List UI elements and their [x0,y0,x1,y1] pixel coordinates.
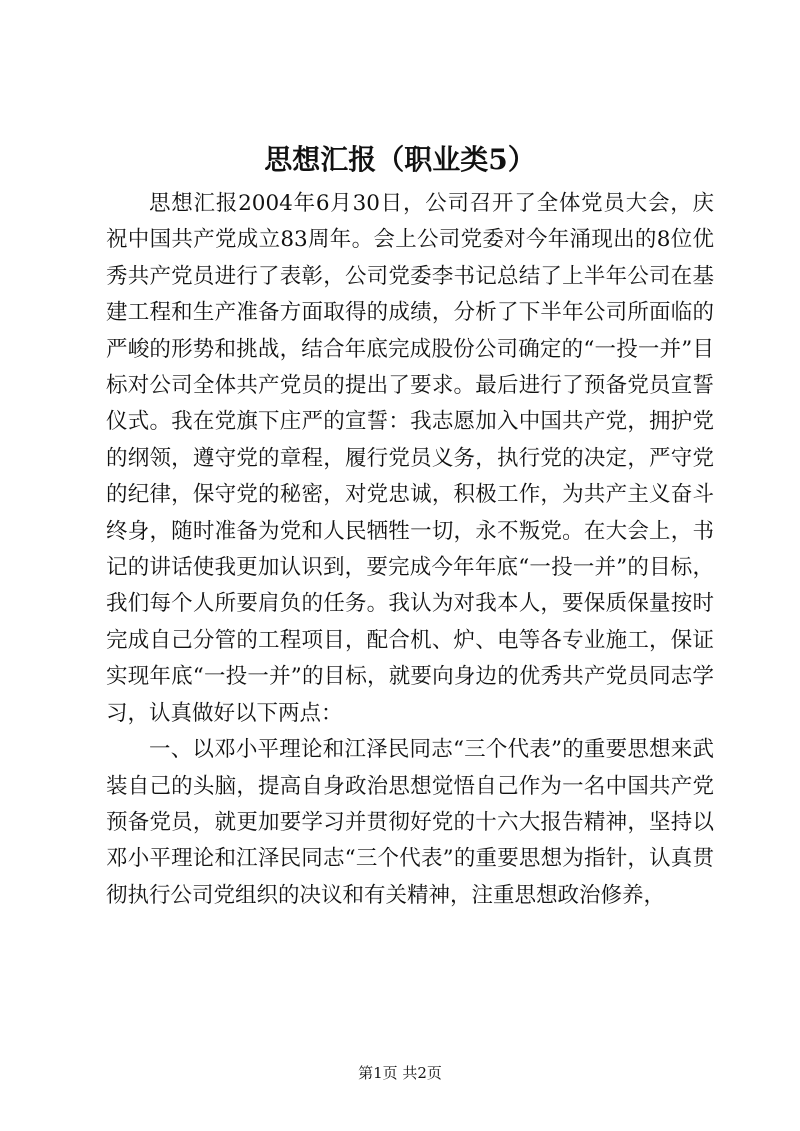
paragraph-2: 一、以邓小平理论和江泽民同志“三个代表”的重要思想来武装自己的头脑，提高自身政治思想觉悟自己作为一名中国共产党预备党员，就更加要学习并贯彻好党的十六大报告精神，坚持以邓小平理论和江泽民同志“三个代表”的重要思想为指针，认真贯彻执行公司党组织的决议和有关精神，注重思想政治修养， [106,737,714,908]
page-footer: 第1页 共2页 [358,1064,442,1082]
document-title: 思想汇报（职业类5） [264,143,536,176]
paragraph-1: 思想汇报2004年6月30日，公司召开了全体党员大会，庆祝中国共产党成立83周年。会上公司党委对今年涌现出的8位优秀共产党员进行了表彰，公司党委李书记总结了上半年公司在基建工程和生产准备方面取得的成绩，分析了下半年公司所面临的严峻的形势和挑战，结合年底完成股份公司确定的“一投一并”目标对公司全体共产党员的提出了要求。最后进行了预备党员宣誓仪式。我在党旗下庄严的宣誓：我志愿加入中国共产党，拥护党的纲领，遵守党的章程，履行党员义务，执行党的决定，严守党的纪律，保守党的秘密，对党忠诚，积极工作，为共产主义奋斗终身，随时准备为党和人民牺牲一切，永不叛党。在大会上，书记的讲话使我更加认识到，要完成今年年底“一投一并”的目标，我们每个人所要肩负的任务。我认为对我本人，要保质保量按时完成自己分管的工程项目，配合机、炉、电等各专业施工，保证实现年底“一投一并”的目标，就要向身边的优秀共产党员同志学习，认真做好以下两点： [106,191,714,726]
document-body [106,186,714,914]
